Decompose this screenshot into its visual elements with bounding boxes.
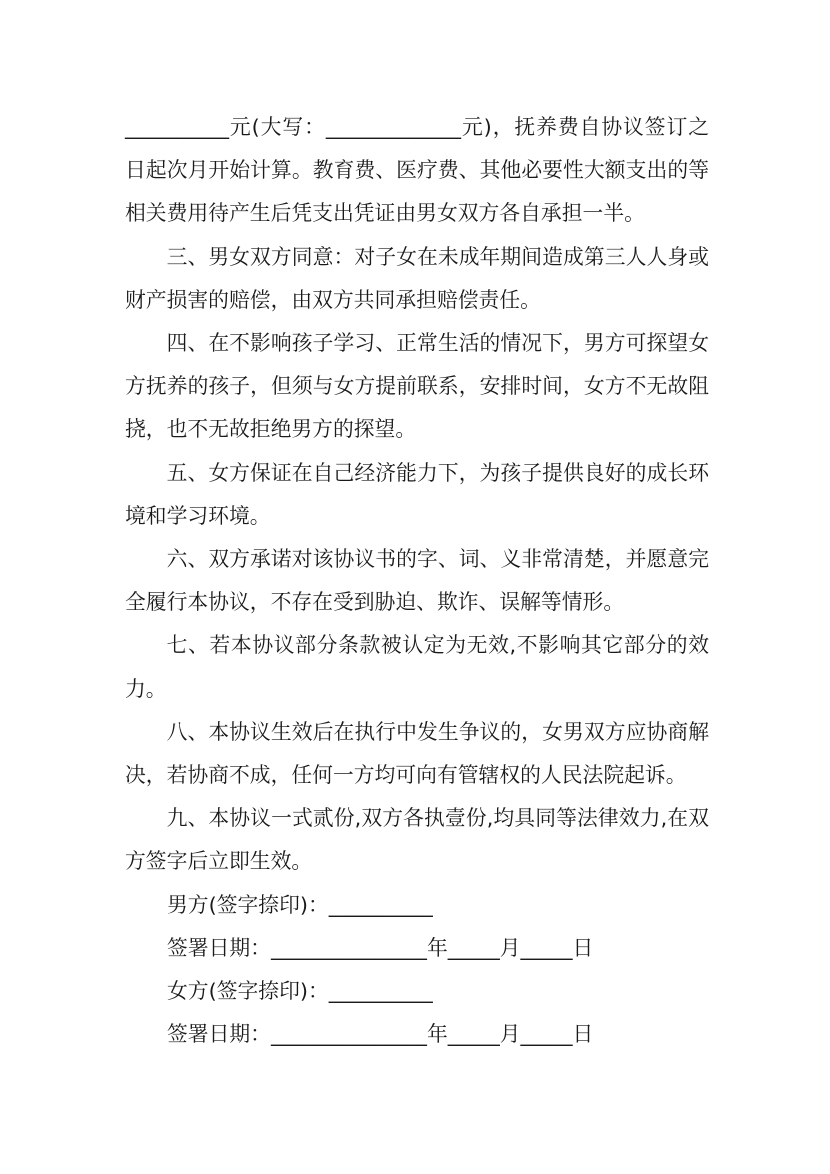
- paragraph-child-support: __________元(大写：_____________元)，抚养费自协议签订之日起次月开始计算。教育费、医疗费、其他必要性大额支出的等相关费用待产生后凭支出凭证由男女双方各自承担一半。: [125, 115, 709, 226]
- clause-4: 四、在不影响孩子学习、正常生活的情况下，男方可探望女方抚养的孩子，但须与女方提前联系，安排时间，女方不无故阻挠，也不无故拒绝男方的探望。: [125, 331, 709, 442]
- male-sign-date-line: 签署日期：_______________年_____月_____日: [167, 935, 594, 960]
- clause-5: 五、女方保证在自己经济能力下，为孩子提供良好的成长环境和学习环境。: [125, 460, 709, 528]
- clause-3: 三、男女双方同意：对子女在未成年期间造成第三人人身或财产损害的赔偿，由双方共同承担赔偿责任。: [125, 244, 709, 312]
- female-signature-line: 女方(签字捺印)：__________: [167, 979, 433, 1004]
- document-page: [125, 106, 709, 1056]
- clause-9: 九、本协议一式贰份,双方各执壹份,均具同等法律效力,在双方签字后立即生效。: [125, 806, 709, 874]
- clause-7: 七、若本协议部分条款被认定为无效,不影响其它部分的效力。: [125, 633, 709, 701]
- female-sign-date-line: 签署日期：_______________年_____月_____日: [167, 1022, 594, 1047]
- clause-6: 六、双方承诺对该协议书的字、词、义非常清楚，并愿意完全履行本协议，不存在受到胁迫、欺诈、误解等情形。: [125, 547, 709, 615]
- male-signature-line: 男方(签字捺印)：__________: [167, 892, 433, 917]
- clause-8: 八、本协议生效后在执行中发生争议的，女男双方应协商解决，若协商不成，任何一方均可向有管辖权的人民法院起诉。: [125, 719, 709, 788]
